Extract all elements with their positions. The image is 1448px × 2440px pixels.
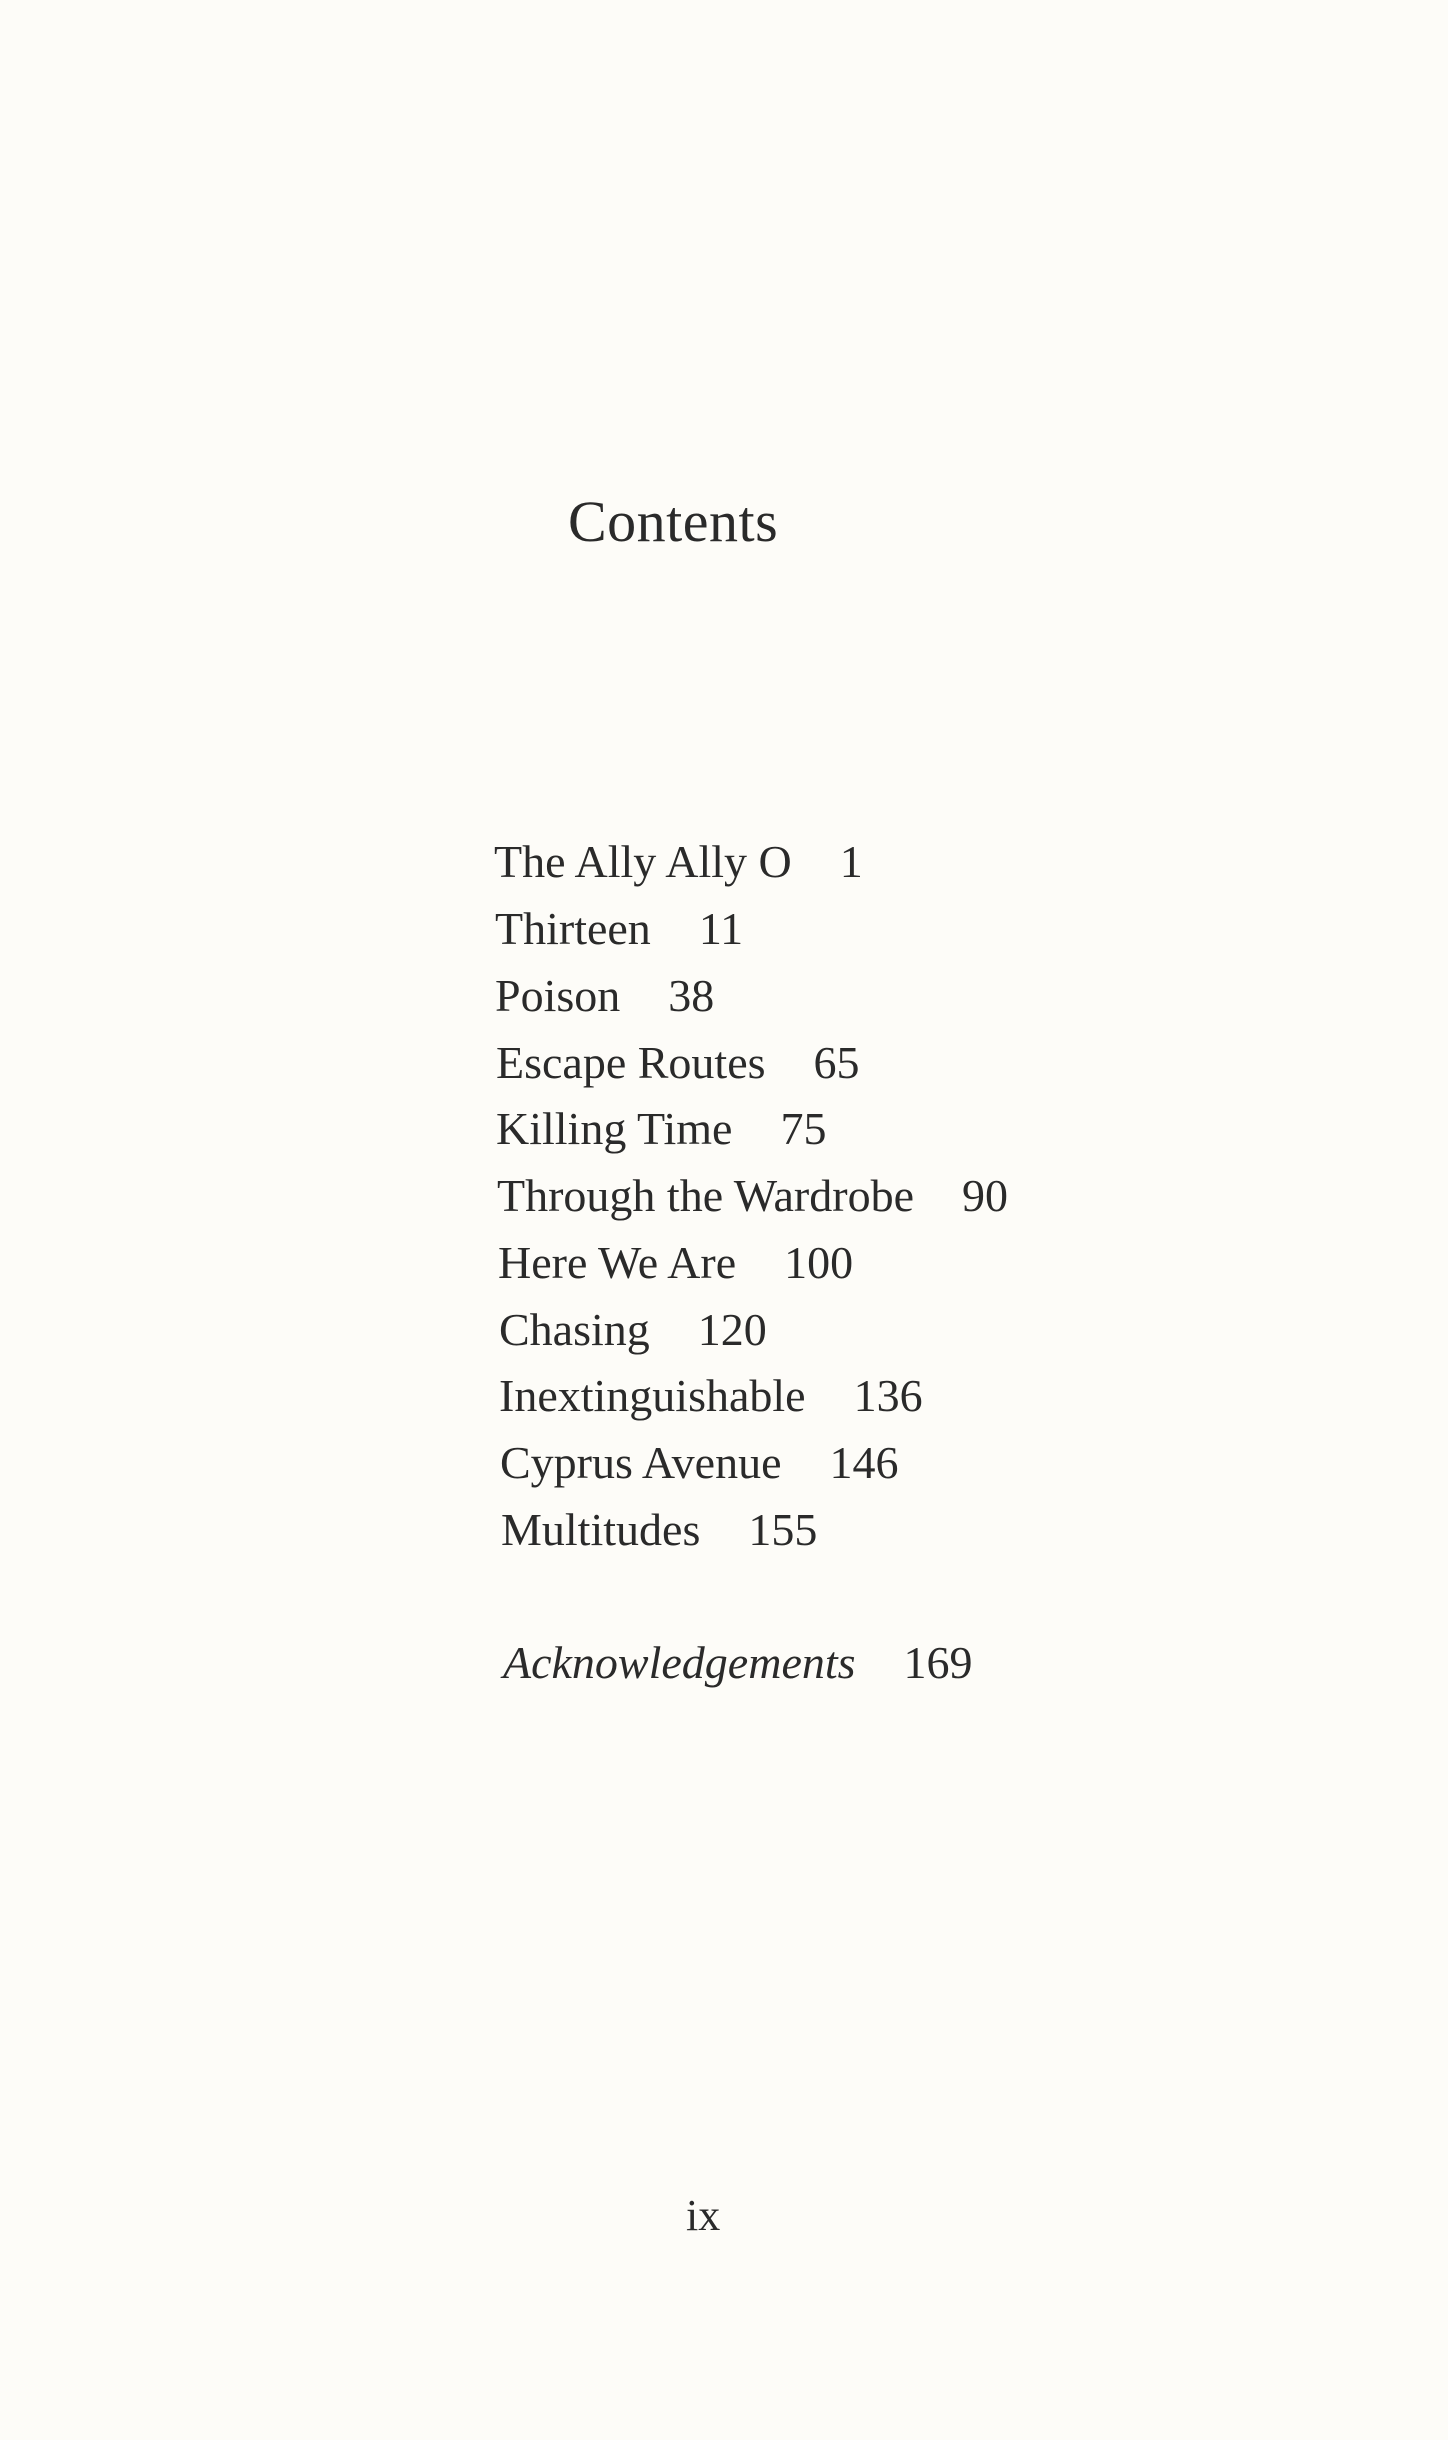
toc-entry [494,834,863,890]
toc-entry-title: Escape Routes [496,1037,766,1088]
toc-entry [499,1302,767,1358]
toc-entry [496,1035,860,1091]
toc-entry-acknowledgements [503,1635,973,1691]
toc-entry [495,901,743,957]
toc-entry-page: 169 [903,1637,973,1688]
toc-entry-title: Poison [495,970,621,1021]
toc-entry-title: Killing Time [496,1103,733,1154]
toc-entry [496,1101,826,1157]
toc-entry [499,1368,923,1424]
toc-entry-title: Multitudes [501,1504,701,1555]
toc-entry-title: The Ally Ally O [494,836,792,887]
toc-entry-page: 90 [962,1170,1008,1221]
toc-entry-page: 120 [697,1304,767,1355]
page-number: ix [686,2191,721,2240]
toc-entry-title: Inextinguishable [499,1370,806,1421]
toc-entry-title: Through the Wardrobe [497,1170,914,1221]
toc-entry-page: 100 [784,1237,854,1288]
toc-entry-page: 38 [668,970,715,1021]
toc-entry-page: 146 [829,1437,899,1488]
toc-entry-page: 65 [813,1037,860,1088]
toc-entry-title: Acknowledgements [503,1637,856,1688]
toc-entry-page: 75 [780,1103,827,1154]
toc-entry-page: 136 [853,1370,923,1421]
toc-entry [495,968,714,1024]
toc-entry-title: Chasing [499,1304,650,1355]
toc-entry-page: 1 [839,836,863,887]
toc-entry-title: Cyprus Avenue [500,1437,782,1488]
toc-entry-page: 155 [748,1504,818,1555]
toc-entry-page: 11 [698,903,744,954]
toc-entry [497,1168,1008,1224]
contents-heading: Contents [568,489,779,554]
toc-entry [500,1435,899,1491]
toc-entry-title: Here We Are [498,1237,737,1288]
toc-entry [501,1502,817,1558]
toc-entry [498,1235,853,1291]
toc-entry-title: Thirteen [495,903,651,954]
